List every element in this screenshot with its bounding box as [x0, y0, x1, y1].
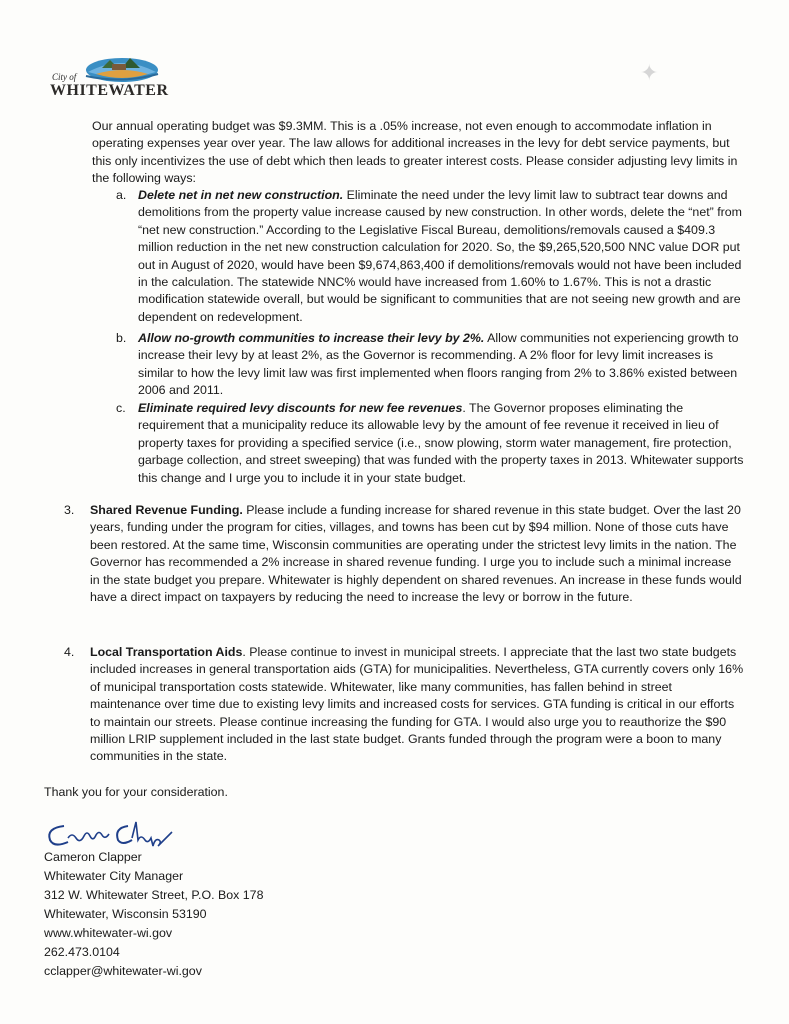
- list-item-title: Allow no-growth communities to increase their levy by 2%.: [138, 331, 485, 345]
- bleed-through-mark: ✦: [640, 60, 659, 85]
- list-item-label: b.: [116, 331, 127, 345]
- contact-phone: 262.473.0104: [44, 945, 120, 959]
- intro-paragraph: Our annual operating budget was $9.3MM. This is a .05% increase, not even enough to accommodate inflation in operating expenses year over year. The law allows for additional increases in the levy for debt service payments, but this only incentivizes the use of debt which then leads to greater interest costs. Please consider adjusting levy limits in the following ways:: [92, 119, 738, 186]
- list-item-label: c.: [116, 401, 126, 415]
- numbered-item-text: Please include a funding increase for shared revenue in this state budget. Over the last 20 years, funding under the program for cities, villages, and towns has been cut by $94 million. None of those cuts have been restored. At the same time, Wisconsin communities are operating under the strictest levy limits in the nation. The Governor has recommended a 2% increase in shared revenue funding. I urge you to include such a minimal increase in the state budget you prepare. Whitewater is highly dependent on shared revenues. An increase in these funds would have a direct impact on taxpayers by reducing the need to increase the levy or borrow in the future.: [90, 503, 742, 605]
- contact-name: Cameron Clapper: [44, 850, 142, 864]
- city-emblem-icon: [82, 52, 162, 84]
- contact-title: Whitewater City Manager: [44, 869, 184, 883]
- logo-city-name: WHITEWATER: [50, 82, 169, 99]
- contact-block: [44, 848, 263, 981]
- numbered-item-number: 3.: [64, 503, 75, 517]
- contact-address: 312 W. Whitewater Street, P.O. Box 178: [44, 888, 264, 902]
- contact-email: cclapper@whitewater-wi.gov: [44, 964, 202, 978]
- list-item-text: Allow communities not experiencing growth to increase their levy by at least 2%, as the Governor is recommending. A 2% floor for levy limit increases is similar to how the levy limit law was first implemented when floors ranging from 2% to 3.86% existed between 2006 and 2011.: [138, 331, 739, 398]
- closing-line: Thank you for your consideration.: [44, 785, 228, 799]
- logo-city-of: City of: [52, 72, 77, 82]
- handwritten-signature: [44, 818, 184, 852]
- numbered-item-number: 4.: [64, 645, 75, 659]
- list-item-title: Eliminate required levy discounts for new fee revenues: [138, 401, 463, 415]
- list-item-label: a.: [116, 188, 127, 202]
- list-item-text: Eliminate the need under the levy limit law to subtract tear downs and demolitions from the property value increase caused by new construction. In other words, delete the “net” from “net new construction.” According to the Legislative Fiscal Bureau, demolitions/removals caused a $409.3 million reduction in the net new construction calculation for 2020. So, the $9,265,520,500 NNC value DOR put out in August of 2020, would have been $9,674,863,400 if demolitions/removals would not have been included in the calculation. The statewide NNC% would have increased from 1.60% to 1.67%. This is not a drastic modification statewide overall, but would be significant to communities that are not seeing new growth and are dependent on redevelopment.: [138, 188, 743, 324]
- list-item-text: . The Governor proposes eliminating the requirement that a municipality reduce its allowable levy by the amount of fee revenue it received in lieu of property taxes for providing a specified service (i.e., snow plowing, storm water management, fire protection, garbage collection, and street sweeping) that was funded with the property taxes in 2013. Whitewater supports this change and I urge you to include it in your state budget.: [138, 401, 744, 485]
- list-item-title: Delete net in net new construction.: [138, 188, 344, 202]
- contact-website: www.whitewater-wi.gov: [44, 926, 173, 940]
- numbered-item-text: . Please continue to invest in municipal streets. I appreciate that the last two state budgets included increases in general transportation aids (GTA) for municipalities. Nevertheless, GTA currently covers only 16% of municipal transportation costs statewide. Whitewater, like many communities, has fallen behind in street maintenance over time due to existing levy limits and increased costs for services. GTA funding is critical in our efforts to maintain our streets. Please continue increasing the funding for GTA. I would also urge you to reauthorize the $90 million LRIP supplement included in the last state budget. Grants funded through the program were a boon to many communities in the state.: [90, 645, 744, 764]
- numbered-item-title: Local Transportation Aids: [90, 645, 243, 659]
- city-logo: [44, 52, 174, 100]
- numbered-item-title: Shared Revenue Funding.: [90, 503, 243, 517]
- contact-city-state: Whitewater, Wisconsin 53190: [44, 907, 207, 921]
